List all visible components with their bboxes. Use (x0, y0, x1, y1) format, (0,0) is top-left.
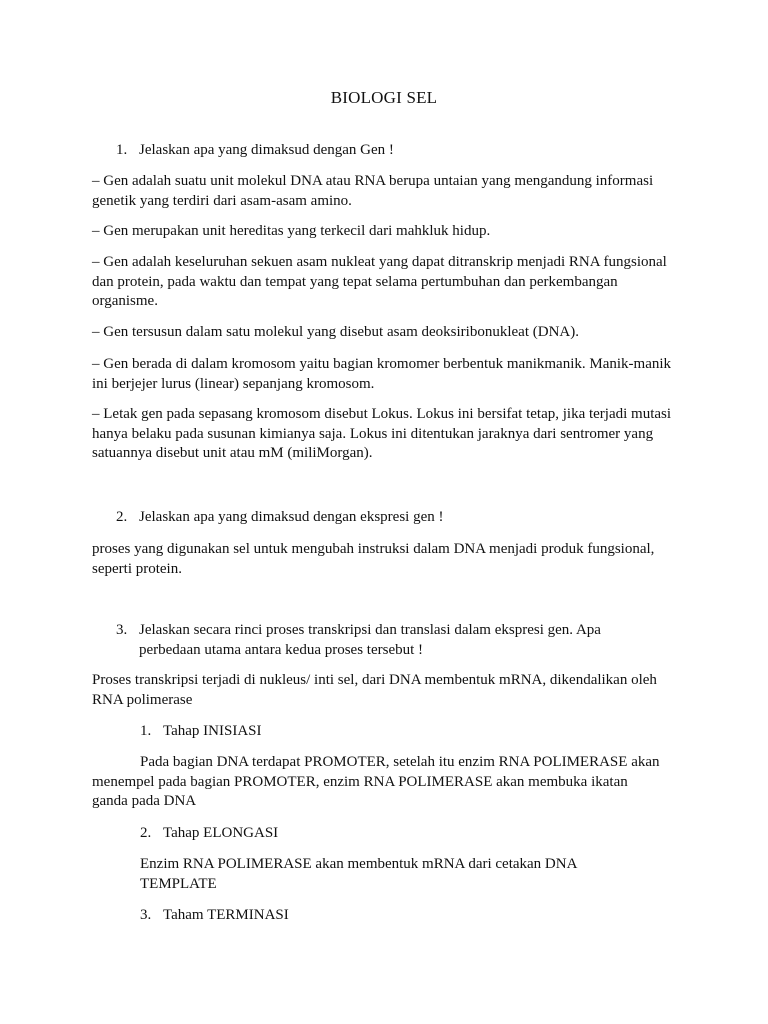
question-text: Jelaskan apa yang dimaksud dengan ekspresi gen ! (139, 509, 444, 525)
question-number: 2. (116, 509, 128, 525)
answer-paragraph: Proses transkripsi terjadi di nukleus/ inti sel, dari DNA membentuk mRNA, dikendalikan oleh RNA polimerase (92, 672, 657, 708)
question-3 (116, 621, 636, 660)
step-number: 2. (140, 825, 152, 841)
question-2 (116, 508, 676, 528)
question-1 (116, 141, 676, 161)
step-label: Tahap ELONGASI (163, 825, 279, 841)
question-number: 3. (116, 622, 128, 638)
document-title: BIOLOGI SEL (330, 88, 438, 107)
step-3 (140, 906, 680, 926)
question-text: Jelaskan apa yang dimaksud dengan Gen ! (139, 142, 394, 158)
answer-paragraph: – Gen berada di dalam kromosom yaitu bagian kromomer berbentuk manikmanik. Manik-manik ini berjejer lurus (linear) sepanjang kromosom. (92, 356, 672, 392)
step-body: Enzim RNA POLIMERASE akan membentuk mRNA dari cetakan DNA TEMPLATE (140, 856, 577, 892)
answer-paragraph: – Gen adalah suatu unit molekul DNA atau RNA berupa untaian yang mengandung informasi genetik yang terdiri dari asam-asam amino. (92, 173, 654, 209)
step-label: Taham TERMINASI (163, 907, 289, 923)
step-number: 3. (140, 907, 152, 923)
step-number: 1. (140, 723, 152, 739)
answer-paragraph: – Gen merupakan unit hereditas yang terkecil dari mahkluk hidup. (92, 223, 491, 239)
answer-paragraph: proses yang digunakan sel untuk mengubah instruksi dalam DNA menjadi produk fungsional, seperti protein. (92, 541, 655, 577)
answer-paragraph: – Gen tersusun dalam satu molekul yang disebut asam deoksiribonukleat (DNA). (92, 324, 579, 340)
question-number: 1. (116, 142, 128, 158)
answer-paragraph: – Gen adalah keseluruhan sekuen asam nukleat yang dapat ditranskrip menjadi RNA fungsional dan protein, pada waktu dan tempat yang tepat selama pertumbuhan dan perkembangan organisme. (92, 254, 667, 309)
step-label: Tahap INISIASI (163, 723, 262, 739)
step-1 (140, 722, 680, 742)
question-text: Jelaskan secara rinci proses transkripsi dan translasi dalam ekspresi gen. Apa perbedaan utama antara kedua proses tersebut ! (139, 622, 601, 658)
step-2 (140, 824, 680, 844)
step-body: Pada bagian DNA terdapat PROMOTER, setelah itu enzim RNA POLIMERASE akan menempel pada bagian PROMOTER, enzim RNA POLIMERASE akan membuka ikatan ganda pada DNA (92, 754, 660, 809)
answer-paragraph: – Letak gen pada sepasang kromosom disebut Lokus. Lokus ini bersifat tetap, jika terjadi mutasi hanya belaku pada susunan kimianya saja. Lokus ini ditentukan jaraknya dari sentromer yang satuannya disebut unit atau mM (miliMorgan). (92, 406, 672, 461)
